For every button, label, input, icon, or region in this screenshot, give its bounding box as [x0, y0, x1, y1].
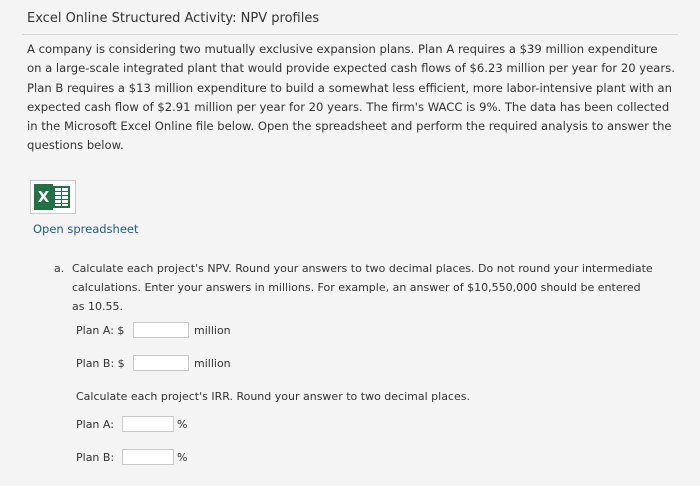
npv-plan-a-unit: million [194, 324, 231, 337]
problem-statement: A company is considering two mutually exclusive expansion plans. Plan A requires a $39 million expenditure on a large-scale integrated plant that would provide expected cash flows of $6.23 million per year for 20 years. Plan B requires a $13 million expenditure to build a somewhat less efficient, more labor-intensive plant with an expected cash flow of $2.91 million per year for 20 years. The firm's WACC is 9%. The data has been collected in the Microsoft Excel Online file below. Open the spreadsheet and perform the required analysis to answer the questions below. [27, 42, 675, 153]
part-a-instructions [54, 259, 654, 316]
title-divider [22, 34, 678, 35]
npv-plan-b-input[interactable] [133, 355, 189, 371]
npv-plan-a-input[interactable] [133, 322, 189, 338]
part-a-label: a. [54, 262, 65, 275]
irr-instructions: Calculate each project's IRR. Round your answer to two decimal places. [76, 390, 470, 403]
irr-plan-a-unit: % [177, 418, 188, 431]
activity-title: Excel Online Structured Activity: NPV profiles [27, 11, 320, 26]
npv-plan-b-label: Plan B: $ [76, 357, 125, 370]
svg-text:X: X [37, 188, 50, 206]
part-a-text: Calculate each project's NPV. Round your answers to two decimal places. Do not round your intermediate calculations. Enter your answers in millions. For example, an answer of $10,550,000 should be entered as 10.55. [72, 262, 653, 313]
irr-plan-a-input[interactable] [122, 416, 174, 432]
irr-plan-a-label: Plan A: [76, 418, 114, 431]
excel-icon[interactable] [30, 180, 76, 214]
irr-plan-b-input[interactable] [122, 449, 174, 465]
irr-plan-b-unit: % [177, 451, 188, 464]
open-spreadsheet-link[interactable]: Open spreadsheet [33, 222, 139, 236]
irr-plan-b-label: Plan B: [76, 451, 115, 464]
npv-plan-b-unit: million [194, 357, 231, 370]
npv-plan-a-label: Plan A: $ [76, 324, 125, 337]
